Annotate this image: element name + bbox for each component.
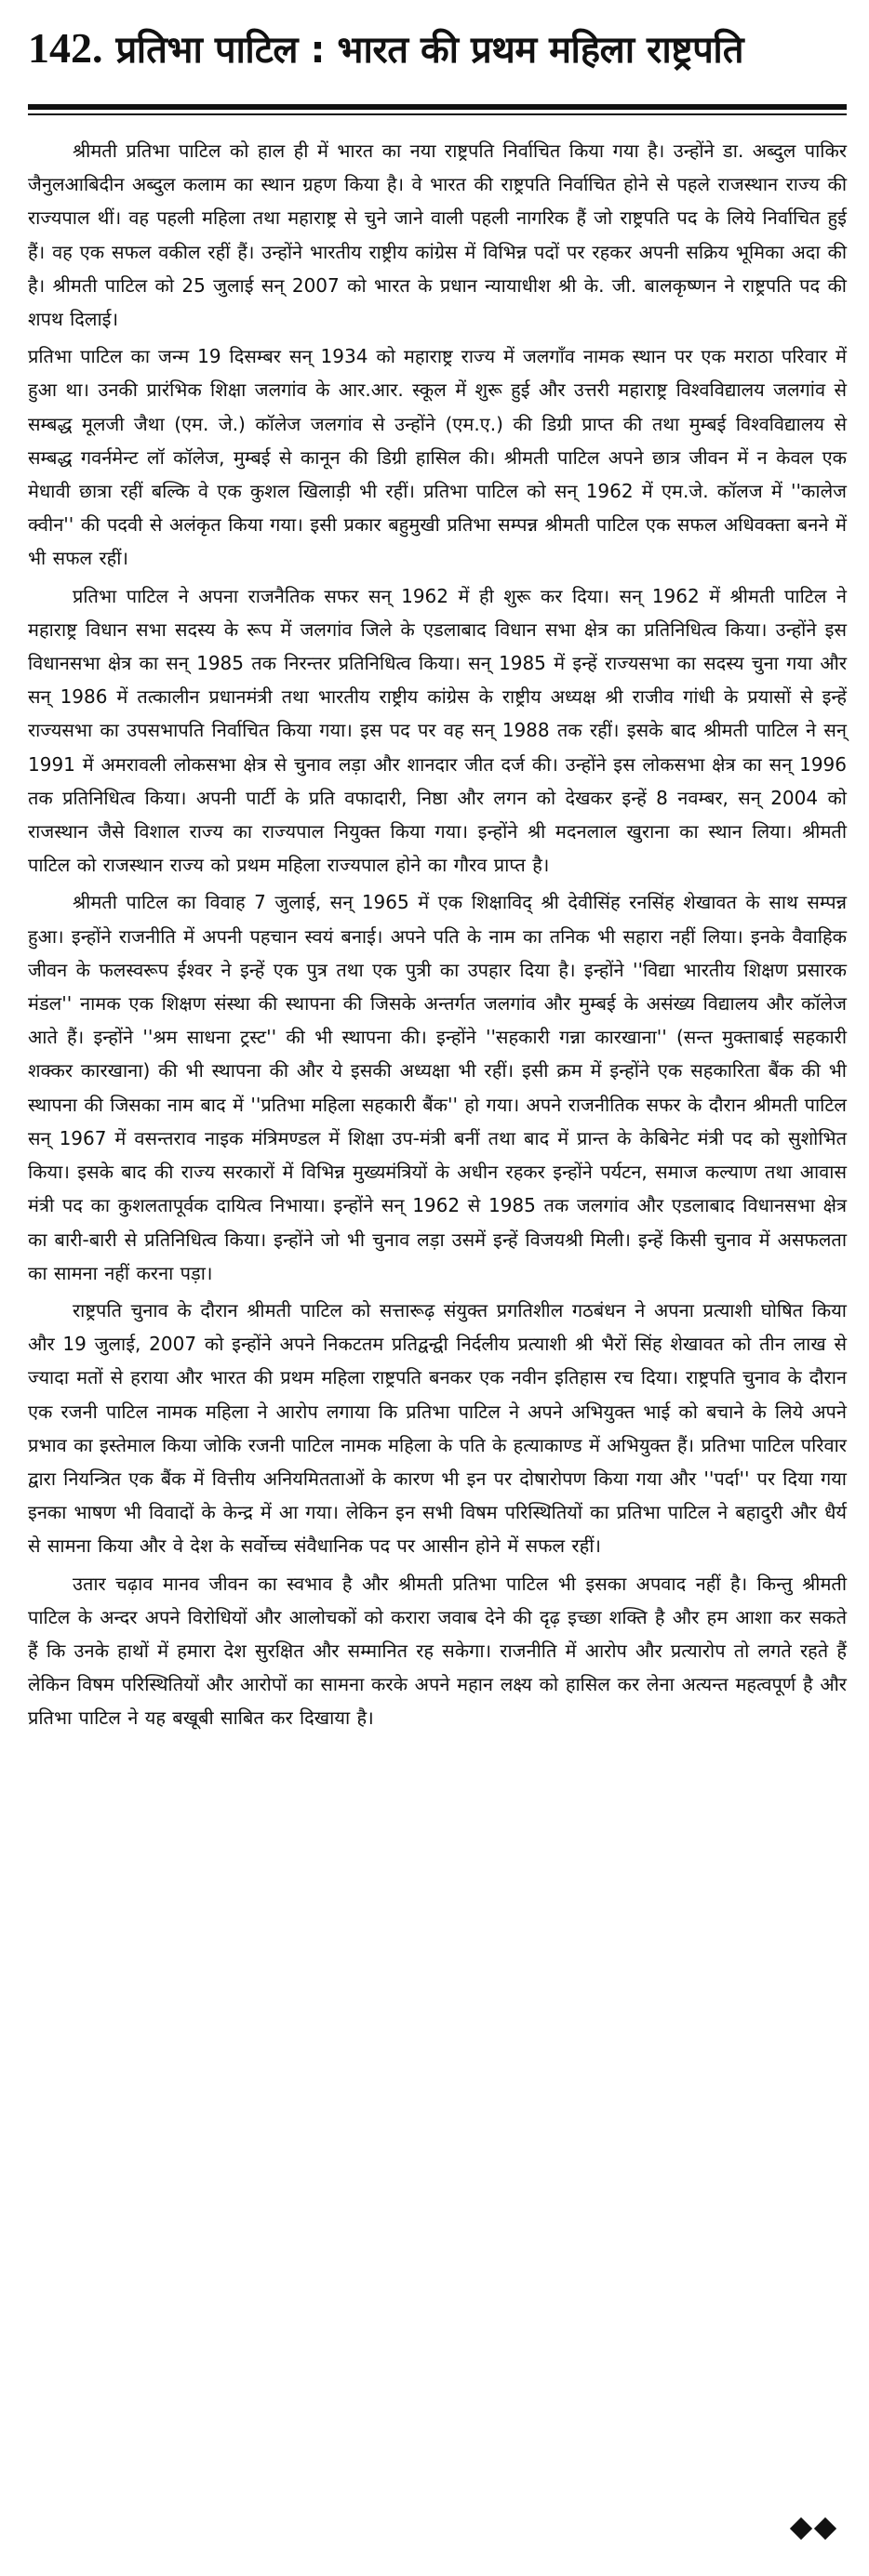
title-rule-thick [28,104,847,110]
essay-number: 142. [28,24,103,72]
page-title: प्रतिभा पाटिल : भारत की प्रथम महिला राष्ट्रपति [115,29,744,72]
essay-body [28,134,847,1735]
title-rule-thin [28,113,847,115]
paragraph-6: उतार चढ़ाव मानव जीवन का स्वभाव है और श्रीमती प्रतिभा पाटिल भी इसका अपवाद नहीं है। किन्तु श्रीमती पाटिल के अन्दर अपने विरोधियों और आलोचकों को करारा जवाब देने की दृढ़ इच्छा शक्ति है और हम आशा कर सकते हैं कि उनके हाथों में हमारा देश सुरक्षित और सम्मानित रह सकेगा। राजनीति में आरोप और प्रत्यारोप तो लगते रहते हैं लेकिन विषम परिस्थितियों और आरोपों का सामना करके अपने महान लक्ष्य को हासिल कर लेना अत्यन्त महत्वपूर्ण है और प्रतिभा पाटिल ने यह बखूबी साबित कर दिखाया है। [28,1572,847,1730]
paragraph-1: श्रीमती प्रतिभा पाटिल को हाल ही में भारत का नया राष्ट्रपति निर्वाचित किया गया है। उन्होंने डा. अब्दुल पाकिर जैनुलआबिदीन अब्दुल कलाम का स्थान ग्रहण किया है। वे भारत की राष्ट्रपति निर्वाचित होने से पहले राजस्थान राज्य की राज्यपाल थीं। वह पहली महिला तथा महाराष्ट्र से चुने जाने वाली पहली नागरिक हैं जो राष्ट्रपति पद के लिये निर्वाचित हुई हैं। वह एक सफल वकील रहीं हैं। उन्होंने भारतीय राष्ट्रीय कांग्रेस में विभिन्न पदों पर रहकर अपनी सक्रिय भूमिका अदा की है। श्रीमती पाटिल को 25 जुलाई सन् 2007 को भारत के प्रधान न्यायाधीश श्री के. जी. बालकृष्णन ने राष्ट्रपति पद की शपथ दिलाई। [28,139,847,331]
paragraph-4: श्रीमती पाटिल का विवाह 7 जुलाई, सन् 1965 में एक शिक्षाविद् श्री देवीसिंह रनसिंह शेखावत के साथ सम्पन्न हुआ। इन्होंने राजनीति में अपनी पहचान स्वयं बनाई। अपने पति के नाम का तनिक भी सहारा नहीं लिया। इनके वैवाहिक जीवन के फलस्वरूप ईश्वर ने इन्हें एक पुत्र तथा एक पुत्री का उपहार दिया है। इन्होंने ''विद्या भारतीय शिक्षण प्रसारक मंडल'' नामक एक शिक्षण संस्था की स्थापना की जिसके अन्तर्गत जलगांव और मुम्बई के असंख्य विद्यालय और कॉलेज आते हैं। इन्होंने ''श्रम साधना ट्रस्ट'' की भी स्थापना की। इन्होंने ''सहकारी गन्ना कारखाना'' (सन्त मुक्ताबाई सहकारी शक्कर कारखाना) की भी स्थापना की और ये इसकी अध्यक्षा भी रहीं। इसी क्रम में इन्होंने एक सहकारिता बैंक की भी स्थापना की जिसका नाम बाद में ''प्रतिभा महिला सहकारी बैंक'' हो गया। अपने राजनीतिक सफर के दौरान श्रीमती पाटिल सन् 1967 में वसन्तराव नाइक मंत्रिमण्डल में शिक्षा उप-मंत्री बनीं तथा बाद में प्रान्त के केबिनेट मंत्री पद को सुशोभित किया। इसके बाद की राज्य सरकारों में विभिन्न मुख्यमंत्रियों के अधीन रहकर इन्होंने पर्यटन, समाज कल्याण तथा आवास मंत्री पद का कुशलतापूर्वक दायित्व निभाया। इन्होंने सन् 1962 से 1985 तक जलगांव और एडलाबाद विधानसभा क्षेत्र का बारी-बारी से प्रतिनिधित्व किया। इन्होंने जो भी चुनाव लड़ा उसमें इन्हें विजयश्री मिली। इन्हें किसी चुनाव में असफलता का सामना नहीं करना पड़ा। [28,891,847,1284]
paragraph-2: प्रतिभा पाटिल का जन्म 19 दिसम्बर सन् 1934 को महाराष्ट्र राज्य में जलगाँव नामक स्थान पर एक मराठा परिवार में हुआ था। उनकी प्रारंभिक शिक्षा जलगांव के आर.आर. स्कूल में शुरू हुई और उत्तरी महाराष्ट्र विश्वविद्यालय जलगांव से सम्बद्ध मूलजी जैथा (एम. जे.) कॉलेज जलगांव से उन्होंने (एम.ए.) की डिग्री प्राप्त की तथा मुम्बई विश्वविद्यालय से सम्बद्ध गवर्नमेन्ट लॉ कॉलेज, मुम्बई से कानून की डिग्री हासिल की। श्रीमती पाटिल अपने छात्र जीवन में न केवल एक मेधावी छात्रा रहीं बल्कि वे एक कुशल खिलाड़ी भी रहीं। प्रतिभा पाटिल को सन् 1962 में एम.जे. कॉलज में ''कालेज क्वीन'' की पदवी से अलंकृत किया गया। इसी प्रकार बहुमुखी प्रतिभा सम्पन्न श्रीमती पाटिल एक सफल अधिवक्ता बनने में भी सफल रहीं। [28,345,847,570]
paragraph-3: प्रतिभा पाटिल ने अपना राजनैतिक सफर सन् 1962 में ही शुरू कर दिया। सन् 1962 में श्रीमती पाटिल ने महाराष्ट्र विधान सभा सदस्य के रूप में जलगांव जिले के एडलाबाद विधान सभा क्षेत्र का प्रतिनिधित्व किया। उन्होंने इस विधानसभा क्षेत्र का सन् 1985 तक निरन्तर प्रतिनिधित्व किया। सन् 1985 में इन्हें राज्यसभा का सदस्य चुना गया और सन् 1986 में तत्कालीन प्रधानमंत्री तथा भारतीय राष्ट्रीय कांग्रेस के राष्ट्रीय अध्यक्ष श्री राजीव गांधी के प्रयासों से इन्हें राज्यसभा का उपसभापति निर्वाचित किया गया। इस पद पर वह सन् 1988 तक रहीं। इसके बाद श्रीमती पाटिल ने सन् 1991 में अमरावली लोकसभा क्षेत्र से चुनाव लड़ा और शानदार जीत दर्ज की। उन्होंने इस लोकसभा क्षेत्र का सन् 1996 तक प्रतिनिधित्व किया। अपनी पार्टी के प्रति वफादारी, निष्ठा और लगन को देखकर इन्हें 8 नवम्बर, सन् 2004 को राजस्थान जैसे विशाल राज्य का राज्यपाल नियुक्त किया गया। इन्होंने श्री मदनलाल खुराना का स्थान लिया। श्रीमती पाटिल को राजस्थान राज्य को प्रथम महिला राज्यपाल होने का गौरव प्राप्त है। [28,584,847,877]
diamond-icon [790,2517,812,2540]
diamond-icon [814,2517,836,2540]
paragraph-5: राष्ट्रपति चुनाव के दौरान श्रीमती पाटिल को सत्तारूढ़ संयुक्त प्रगतिशील गठबंधन ने अपना प्रत्याशी घोषित किया और 19 जुलाई, 2007 को इन्होंने अपने निकटतम प्रतिद्वन्द्वी निर्दलीय प्रत्याशी श्री भैरों सिंह शेखावत को तीन लाख से ज्यादा मतों से हराया और भारत की प्रथम महिला राष्ट्रपति बनकर एक नवीन इतिहास रच दिया। राष्ट्रपति चुनाव के दौरान एक रजनी पाटिल नामक महिला ने आरोप लगाया कि प्रतिभा पाटिल ने अपने अभियुक्त भाई को बचाने के लिये अपने प्रभाव का इस्तेमाल किया जोकि रजनी पाटिल नामक महिला के पति के हत्याकाण्ड में अभियुक्त हैं। प्रतिभा पाटिल परिवार द्वारा नियन्त्रित एक बैंक में वित्तीय अनियमितताओं के कारण भी इन पर दोषारोपण किया गया और ''पर्दा'' पर दिया गया इनका भाषण भी विवादों के केन्द्र में आ गया। लेकिन इन सभी विषम परिस्थितियों का प्रतिभा पाटिल ने बहादुरी और धैर्य से सामना किया और वे देश के सर्वोच्च संवैधानिक पद पर आसीन होने में सफल रहीं। [28,1298,847,1558]
title-row [28,20,847,86]
end-mark [791,2518,836,2539]
